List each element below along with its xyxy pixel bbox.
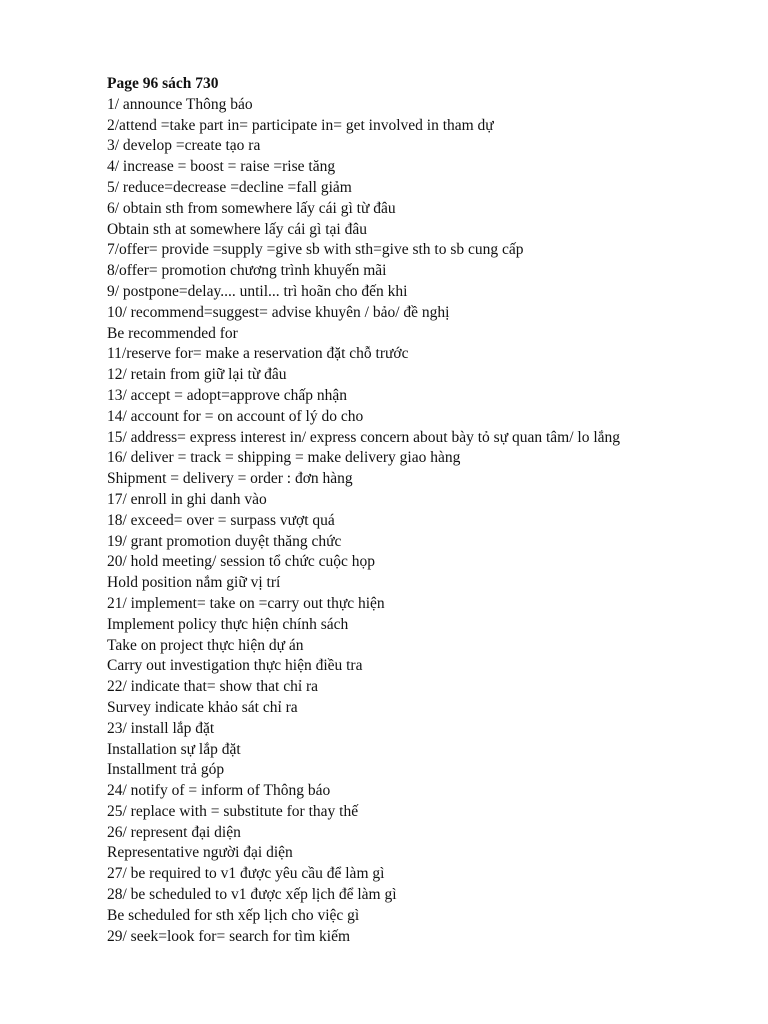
list-item: 7/offer= provide =supply =give sb with sth=give sth to sb cung cấp	[107, 241, 524, 259]
list-item: 12/ retain from giữ lại từ đâu	[107, 366, 287, 384]
list-item: 9/ postpone=delay.... until... trì hoãn cho đến khi	[107, 282, 408, 300]
list-item: 1/ announce Thông báo	[107, 95, 253, 113]
list-item: 28/ be scheduled to v1 được xếp lịch để làm gì	[107, 886, 397, 904]
list-item: Installation sự lắp đặt	[107, 740, 241, 758]
list-item: Installment trả góp	[107, 761, 225, 779]
list-item: Shipment = delivery = order : đơn hàng	[107, 470, 353, 488]
list-item: 22/ indicate that= show that chỉ ra	[107, 678, 319, 696]
list-item: Carry out investigation thực hiện điều tra	[107, 657, 363, 675]
list-item: 11/reserve for= make a reservation đặt chỗ trước	[107, 345, 409, 363]
list-item: 5/ reduce=decrease =decline =fall giảm	[107, 178, 352, 196]
list-item: Be scheduled for sth xếp lịch cho việc gì	[107, 906, 360, 924]
list-item: 2/attend =take part in= participate in= get involved in tham dự	[107, 116, 494, 134]
list-item: Be recommended for	[107, 324, 238, 342]
list-item: Hold position nắm giữ vị trí	[107, 574, 281, 592]
list-item: 29/ seek=look for= search for tìm kiếm	[107, 927, 351, 945]
document-page	[107, 74, 762, 947]
list-item: Take on project thực hiện dự án	[107, 636, 304, 654]
list-item: 15/ address= express interest in/ express concern about bày tỏ sự quan tâm/ lo lắng	[107, 428, 621, 446]
list-item: 25/ replace with = substitute for thay thế	[107, 802, 359, 820]
list-item: 17/ enroll in ghi danh vào	[107, 490, 267, 508]
list-item: 26/ represent đại diện	[107, 823, 241, 841]
list-item: 8/offer= promotion chương trình khuyến mãi	[107, 262, 387, 280]
list-item: 6/ obtain sth from somewhere lấy cái gì từ đâu	[107, 199, 396, 217]
list-item: 27/ be required to v1 được yêu cầu để làm gì	[107, 865, 385, 883]
list-item: 19/ grant promotion duyệt thăng chức	[107, 532, 342, 550]
list-item: Obtain sth at somewhere lấy cái gì tại đâu	[107, 220, 367, 238]
list-item: 21/ implement= take on =carry out thực hiện	[107, 594, 385, 612]
list-item: 23/ install lắp đặt	[107, 719, 215, 737]
page-title: Page 96 sách 730	[107, 75, 219, 92]
list-item: 14/ account for = on account of lý do cho	[107, 407, 364, 425]
list-item: 18/ exceed= over = surpass vượt quá	[107, 511, 335, 529]
list-item: 24/ notify of = inform of Thông báo	[107, 782, 331, 800]
list-item: Survey indicate khảo sát chỉ ra	[107, 698, 298, 716]
list-item: 16/ deliver = track = shipping = make delivery giao hàng	[107, 449, 461, 467]
list-item: 10/ recommend=suggest= advise khuyên / bảo/ đề nghị	[107, 303, 450, 321]
list-item: Representative người đại diện	[107, 844, 293, 862]
list-item: Implement policy thực hiện chính sách	[107, 615, 349, 633]
vocabulary-list	[107, 95, 762, 948]
list-item: 4/ increase = boost = raise =rise tăng	[107, 158, 336, 176]
list-item: 3/ develop =create tạo ra	[107, 137, 261, 155]
list-item: 20/ hold meeting/ session tổ chức cuộc họp	[107, 553, 375, 571]
list-item: 13/ accept = adopt=approve chấp nhận	[107, 386, 347, 404]
